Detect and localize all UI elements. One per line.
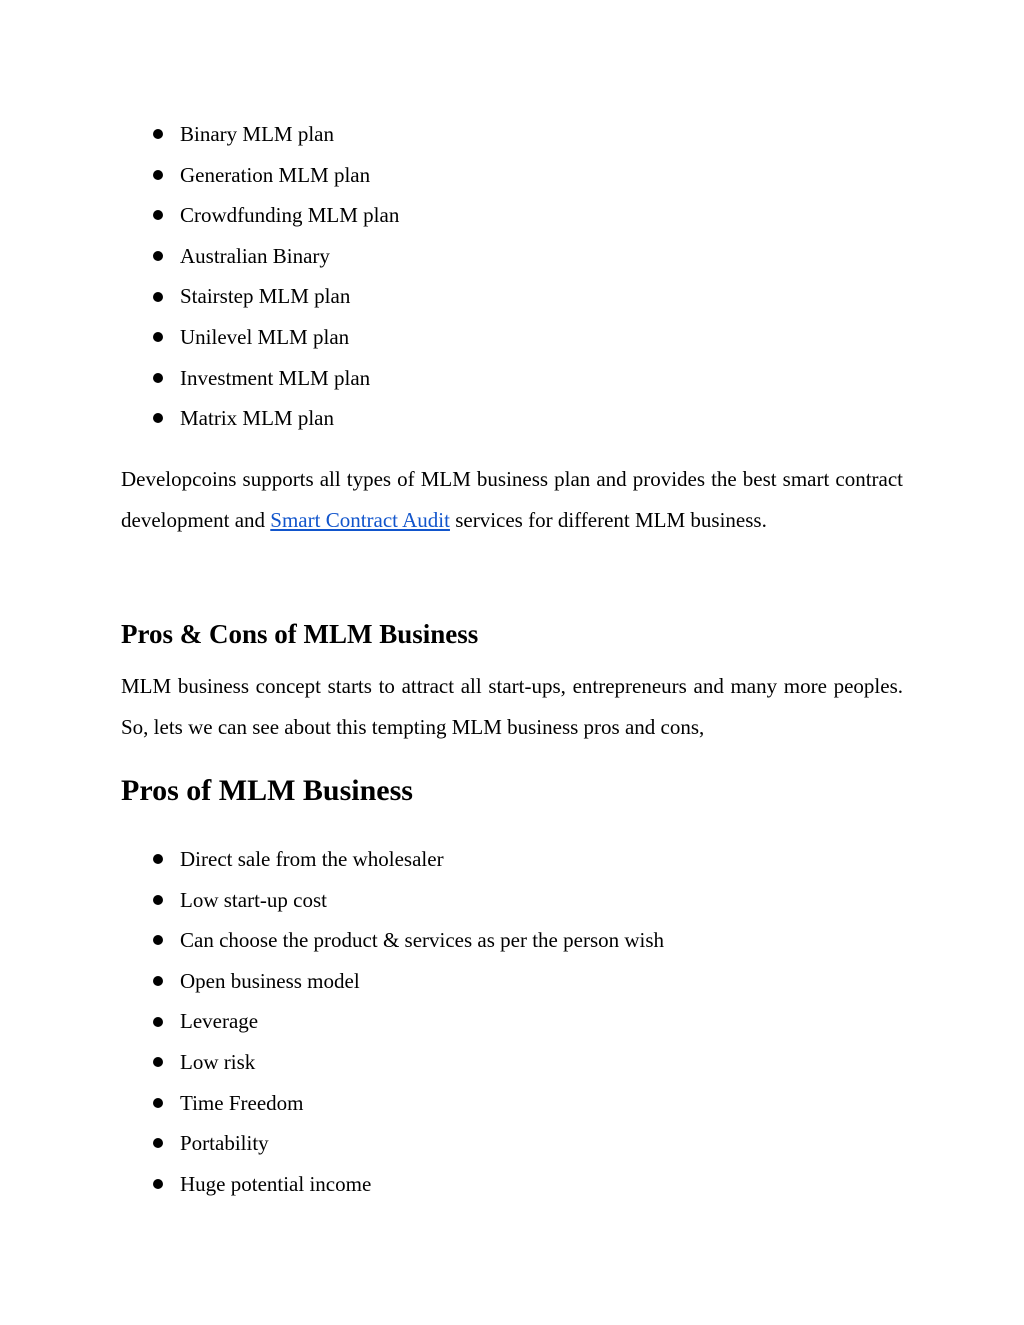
list-item xyxy=(121,920,903,961)
mlm-plan-list xyxy=(121,114,903,439)
list-item xyxy=(121,1123,903,1164)
list-item-text: Time Freedom xyxy=(180,1090,304,1115)
bullet-icon xyxy=(153,129,163,139)
list-item xyxy=(121,358,903,399)
list-item-text: Can choose the product & services as per the person wish xyxy=(180,928,665,953)
list-item xyxy=(121,276,903,317)
list-item xyxy=(121,880,903,921)
list-item-text: Portability xyxy=(180,1131,269,1156)
list-item xyxy=(121,839,903,880)
list-item xyxy=(121,1042,903,1083)
bullet-icon xyxy=(153,976,163,986)
list-item xyxy=(121,236,903,277)
list-item-text: Open business model xyxy=(180,968,360,993)
bullet-icon xyxy=(153,935,163,945)
list-item-text: Low risk xyxy=(180,1049,256,1074)
list-item-text: Generation MLM plan xyxy=(180,162,371,187)
bullet-icon xyxy=(153,1057,163,1067)
bullet-icon xyxy=(153,170,163,180)
list-item-text: Australian Binary xyxy=(180,243,330,268)
bullet-icon xyxy=(153,292,163,302)
smart-contract-audit-link[interactable]: Smart Contract Audit xyxy=(270,507,450,532)
intro-paragraph xyxy=(121,459,903,540)
list-item-text: Matrix MLM plan xyxy=(180,406,334,431)
list-item-text: Unilevel MLM plan xyxy=(180,324,350,349)
list-item xyxy=(121,961,903,1002)
list-item-text: Direct sale from the wholesaler xyxy=(180,847,444,871)
bullet-icon xyxy=(153,854,163,864)
bullet-icon xyxy=(153,332,163,342)
bullet-icon xyxy=(153,1179,163,1189)
bullet-icon xyxy=(153,210,163,220)
list-item-text: Leverage xyxy=(180,1009,259,1034)
list-item-text: Crowdfunding MLM plan xyxy=(180,203,400,228)
intro-text-after-link: services for different MLM business. xyxy=(449,507,767,532)
list-item xyxy=(121,1083,903,1124)
list-item-text: Low start-up cost xyxy=(180,887,327,912)
list-item xyxy=(121,1001,903,1042)
pros-cons-heading: Pros & Cons of MLM Business xyxy=(121,619,479,649)
bullet-icon xyxy=(153,895,163,905)
list-item xyxy=(121,114,903,155)
bullet-icon xyxy=(153,413,163,423)
bullet-icon xyxy=(153,251,163,261)
list-item-text: Binary MLM plan xyxy=(180,122,334,146)
intro-text-before-link: Developcoins supports all types of MLM business plan and provides the best smart contract development and xyxy=(121,467,903,532)
bullet-icon xyxy=(153,373,163,383)
list-item-text: Investment MLM plan xyxy=(180,365,371,390)
pros-heading: Pros of MLM Business xyxy=(121,774,413,807)
list-item-text: Stairstep MLM plan xyxy=(180,284,351,309)
list-item xyxy=(121,317,903,358)
list-item xyxy=(121,155,903,196)
list-item xyxy=(121,1164,903,1205)
bullet-icon xyxy=(153,1017,163,1027)
list-item xyxy=(121,195,903,236)
pros-list xyxy=(121,839,903,1204)
list-item-text: Huge potential income xyxy=(180,1171,372,1196)
bullet-icon xyxy=(153,1138,163,1148)
bullet-icon xyxy=(153,1098,163,1108)
list-item xyxy=(121,398,903,439)
pros-cons-paragraph: MLM business concept starts to attract all start-ups, entrepreneurs and many more peoples. So, lets we can see about this tempting MLM business pros and cons, xyxy=(121,674,903,739)
